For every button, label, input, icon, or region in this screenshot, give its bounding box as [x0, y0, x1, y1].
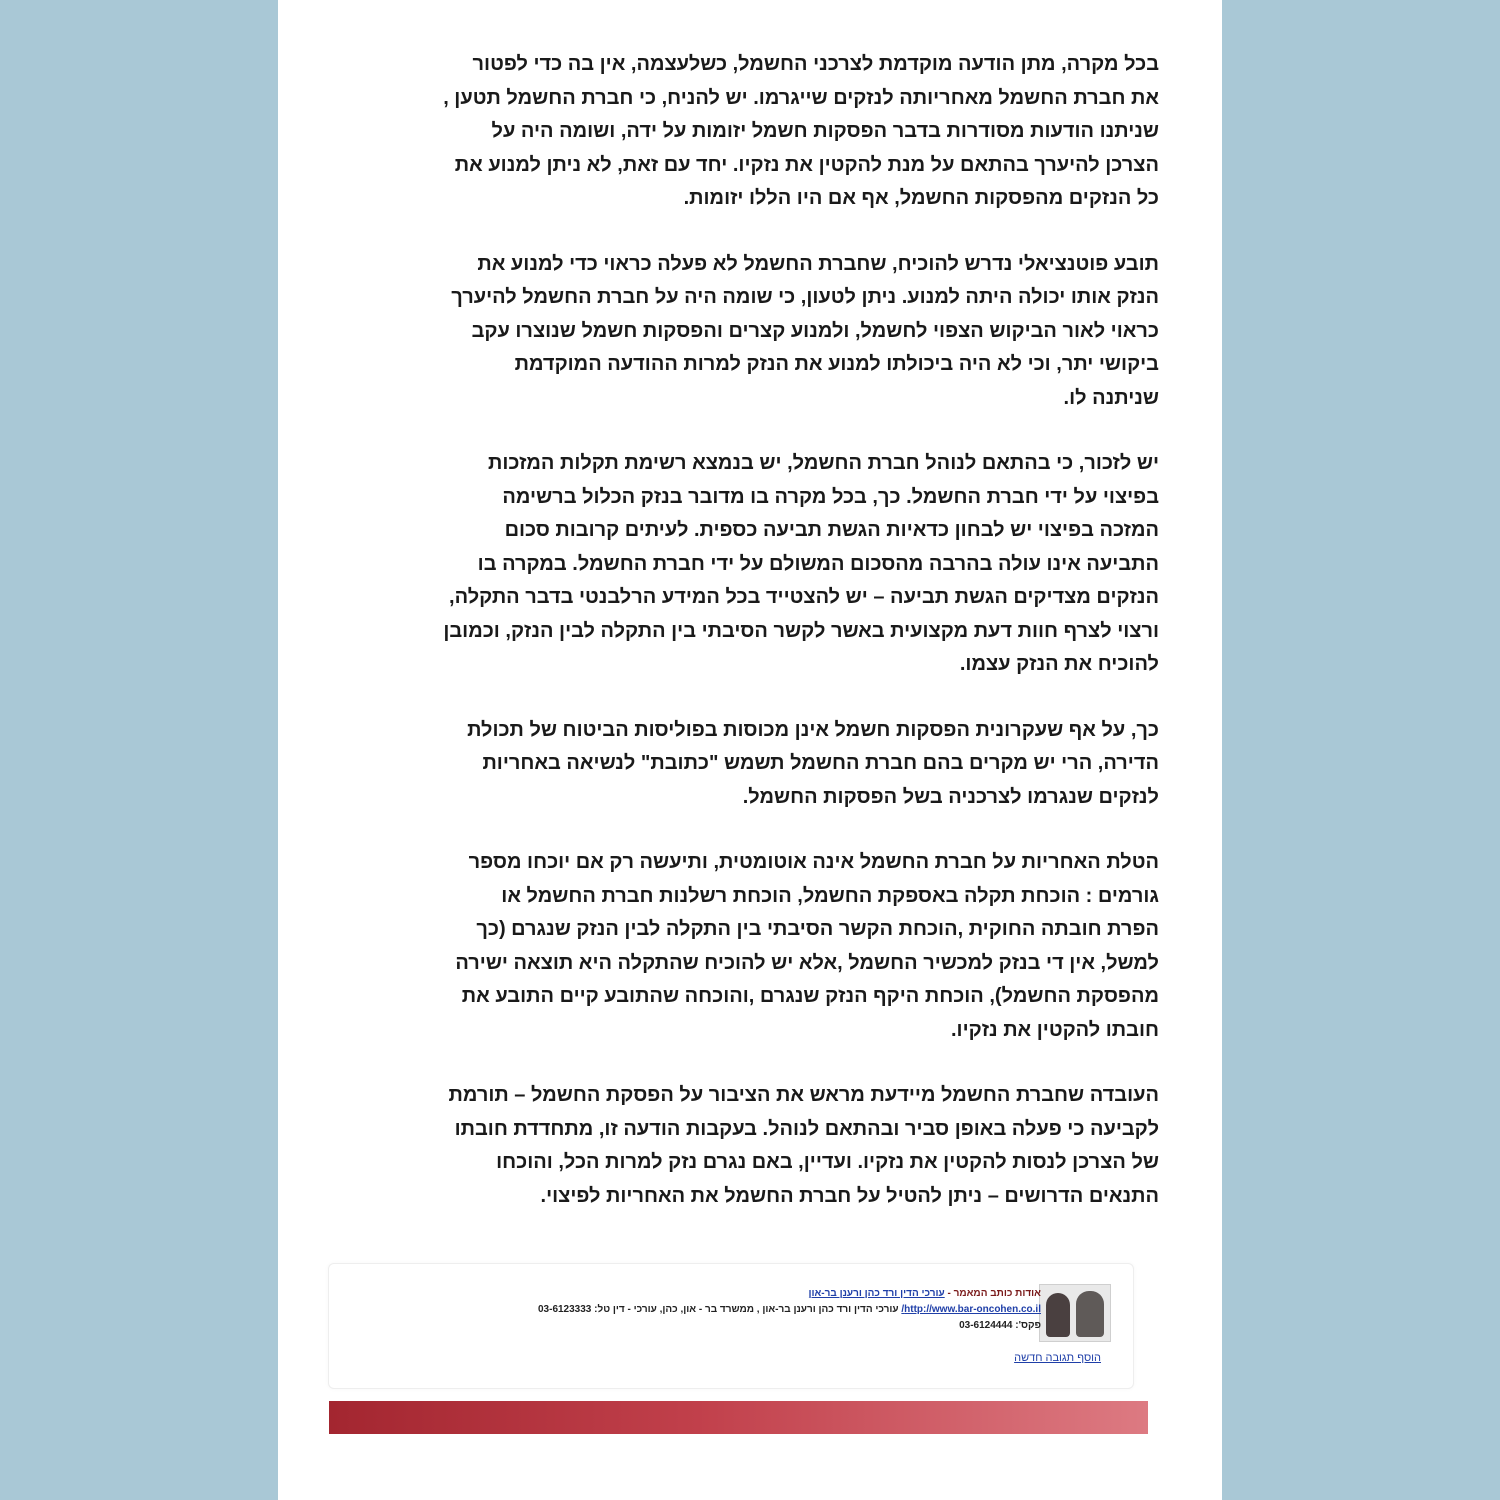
paragraph-2: [378, 248, 1159, 416]
text-line: הנזקים מצדיקים הגשת תביעה – יש להצטייד בכל המידע הרלבנטי בדבר התקלה,: [449, 586, 1159, 608]
author-details: עורכי הדין ורד כהן ורענן בר-און , ממשרד בר - און, כהן, עורכי - דין טל: 03-6123333: [537, 1304, 899, 1315]
text-line: הדירה, הרי יש מקרים בהם חברת החשמל תשמש "כתובת" לנשיאה באחריות: [482, 752, 1159, 774]
text-line: את חברת החשמל מאחריותה לנזקים שייגרמו. יש להניח, כי חברת החשמל תטען ,: [443, 86, 1159, 109]
fax-number: פקס': 03-6124444: [959, 1320, 1041, 1331]
text-line: שניתנו הודעות מסודרות בדבר הפסקות חשמל יזומות על ידה, ושומה היה על: [491, 120, 1159, 142]
author-info-text: [341, 1286, 1041, 1334]
text-line: שניתנה לו.: [1063, 386, 1159, 409]
text-line: למשל, אין די בנזק למכשיר החשמל ,אלא יש להוכיח שהתקלה היא תוצאה ישירה: [455, 951, 1159, 974]
about-author-label: אודות כותב המאמר -: [947, 1288, 1041, 1299]
text-line: כראוי לאור הביקוש הצפוי לחשמל, ולמנוע קצרים והפסקות חשמל שנוצרו עקב: [471, 319, 1159, 342]
text-line: של הצרכן לנסות להקטין את נזקיו. ועדיין, באם נגרם נזק למרות הכל, והוכחו: [496, 1151, 1159, 1173]
text-line: התנאים הדרושים – ניתן להטיל על חברת החשמל את האחריות לפיצוי.: [540, 1184, 1159, 1207]
text-line: יש לזכור, כי בהתאם לנוהל חברת החשמל, יש בנמצא רשימת תקלות המזכות: [488, 452, 1159, 474]
text-line: כך, על אף שעקרונית הפסקות חשמל אינן מכוסות בפוליסות הביטוח של תכולת: [467, 718, 1159, 741]
paragraph-1: [378, 48, 1159, 216]
text-line: ורצוי לצרף חוות דעת מקצועית באשר לקשר הסיבתי בין התקלה לבין הנזק, וכמובן: [443, 619, 1159, 642]
text-line: מהפסקת החשמל), הוכחת היקף הנזק שנגרם ,והוכחה שהתובע קיים התובע את: [461, 985, 1159, 1007]
author-photo-man: [1076, 1291, 1104, 1337]
text-line: גורמים : הוכחת תקלה באספקת החשמל, הוכחת רשלנות חברת החשמל או: [501, 884, 1159, 907]
text-line: תובע פוטנציאלי נדרש להוכיח, שחברת החשמל לא פעלה כראוי כדי למנוע את: [477, 252, 1159, 275]
text-line: ביקושי יתר, וכי לא היה ביכולתו למנוע את הנזק למרות ההודעה המוקדמת: [514, 353, 1159, 375]
paragraph-3: [378, 447, 1159, 682]
paragraph-4: [378, 714, 1159, 815]
text-line: להוכיח את הנזק עצמו.: [959, 653, 1159, 675]
text-line: בפיצוי על ידי חברת החשמל. כך, בכל מקרה בו מדובר בנזק הכלול ברשימה: [502, 485, 1159, 508]
author-photo: [1039, 1284, 1111, 1342]
add-response-link[interactable]: הוסף תגובה חדשה: [1014, 1352, 1101, 1364]
text-line: חובתו להקטין את נזקיו.: [951, 1018, 1159, 1041]
text-line: הטלת האחריות על חברת החשמל אינה אוטומטית, ותיעשה רק אם יוכחו מספר: [468, 851, 1159, 873]
website-link[interactable]: http://www.bar-oncohen.co.il/: [901, 1304, 1041, 1315]
paragraph-6: [378, 1079, 1159, 1213]
text-line: המזכה בפיצוי יש לבחון כדאיות הגשת תביעה כספית. לעיתים קרובות סכום: [504, 519, 1159, 541]
text-line: העובדה שחברת החשמל מיידעת מראש את הציבור על הפסקת החשמל – תורמת: [448, 1084, 1159, 1106]
text-line: לקביעה כי פעלה באופן סביר ובהתאם לנוהל. בעקבות הודעה זו, מתחדדת חובתו: [454, 1117, 1159, 1140]
text-line: הצרכן להיערך בהתאם על מנת להקטין את נזקיו. יחד עם זאת, לא ניתן למנוע את: [454, 153, 1159, 176]
text-line: התביעה אינו עולה בהרבה מהסכום המשולם על ידי חברת החשמל. במקרה בו: [477, 552, 1159, 575]
article-body: [378, 48, 1159, 1245]
footer-bar: [329, 1401, 1148, 1434]
text-line: כל הנזקים מהפסקות החשמל, אף אם היו הללו יזומות.: [683, 187, 1159, 209]
paragraph-5: [378, 846, 1159, 1047]
author-names-link[interactable]: עורכי הדין ורד כהן ורענן בר-און: [808, 1288, 945, 1299]
text-line: בכל מקרה, מתן הודעה מוקדמת לצרכני החשמל, כשלעצמה, אין בה כדי לפטור: [472, 53, 1159, 75]
text-line: הפרת חובתה החוקית ,הוכחת הקשר הסיבתי בין התקלה לבין הנזק שנגרם (כך: [476, 918, 1159, 940]
text-line: לנזקים שנגרמו לצרכניה בשל הפסקות החשמל.: [742, 785, 1159, 808]
text-line: הנזק אותו יכולה היתה למנוע. ניתן לטעון, כי שומה היה על חברת החשמל להיערך: [451, 286, 1159, 308]
author-photo-woman: [1046, 1293, 1070, 1337]
author-info-box: [328, 1263, 1134, 1389]
